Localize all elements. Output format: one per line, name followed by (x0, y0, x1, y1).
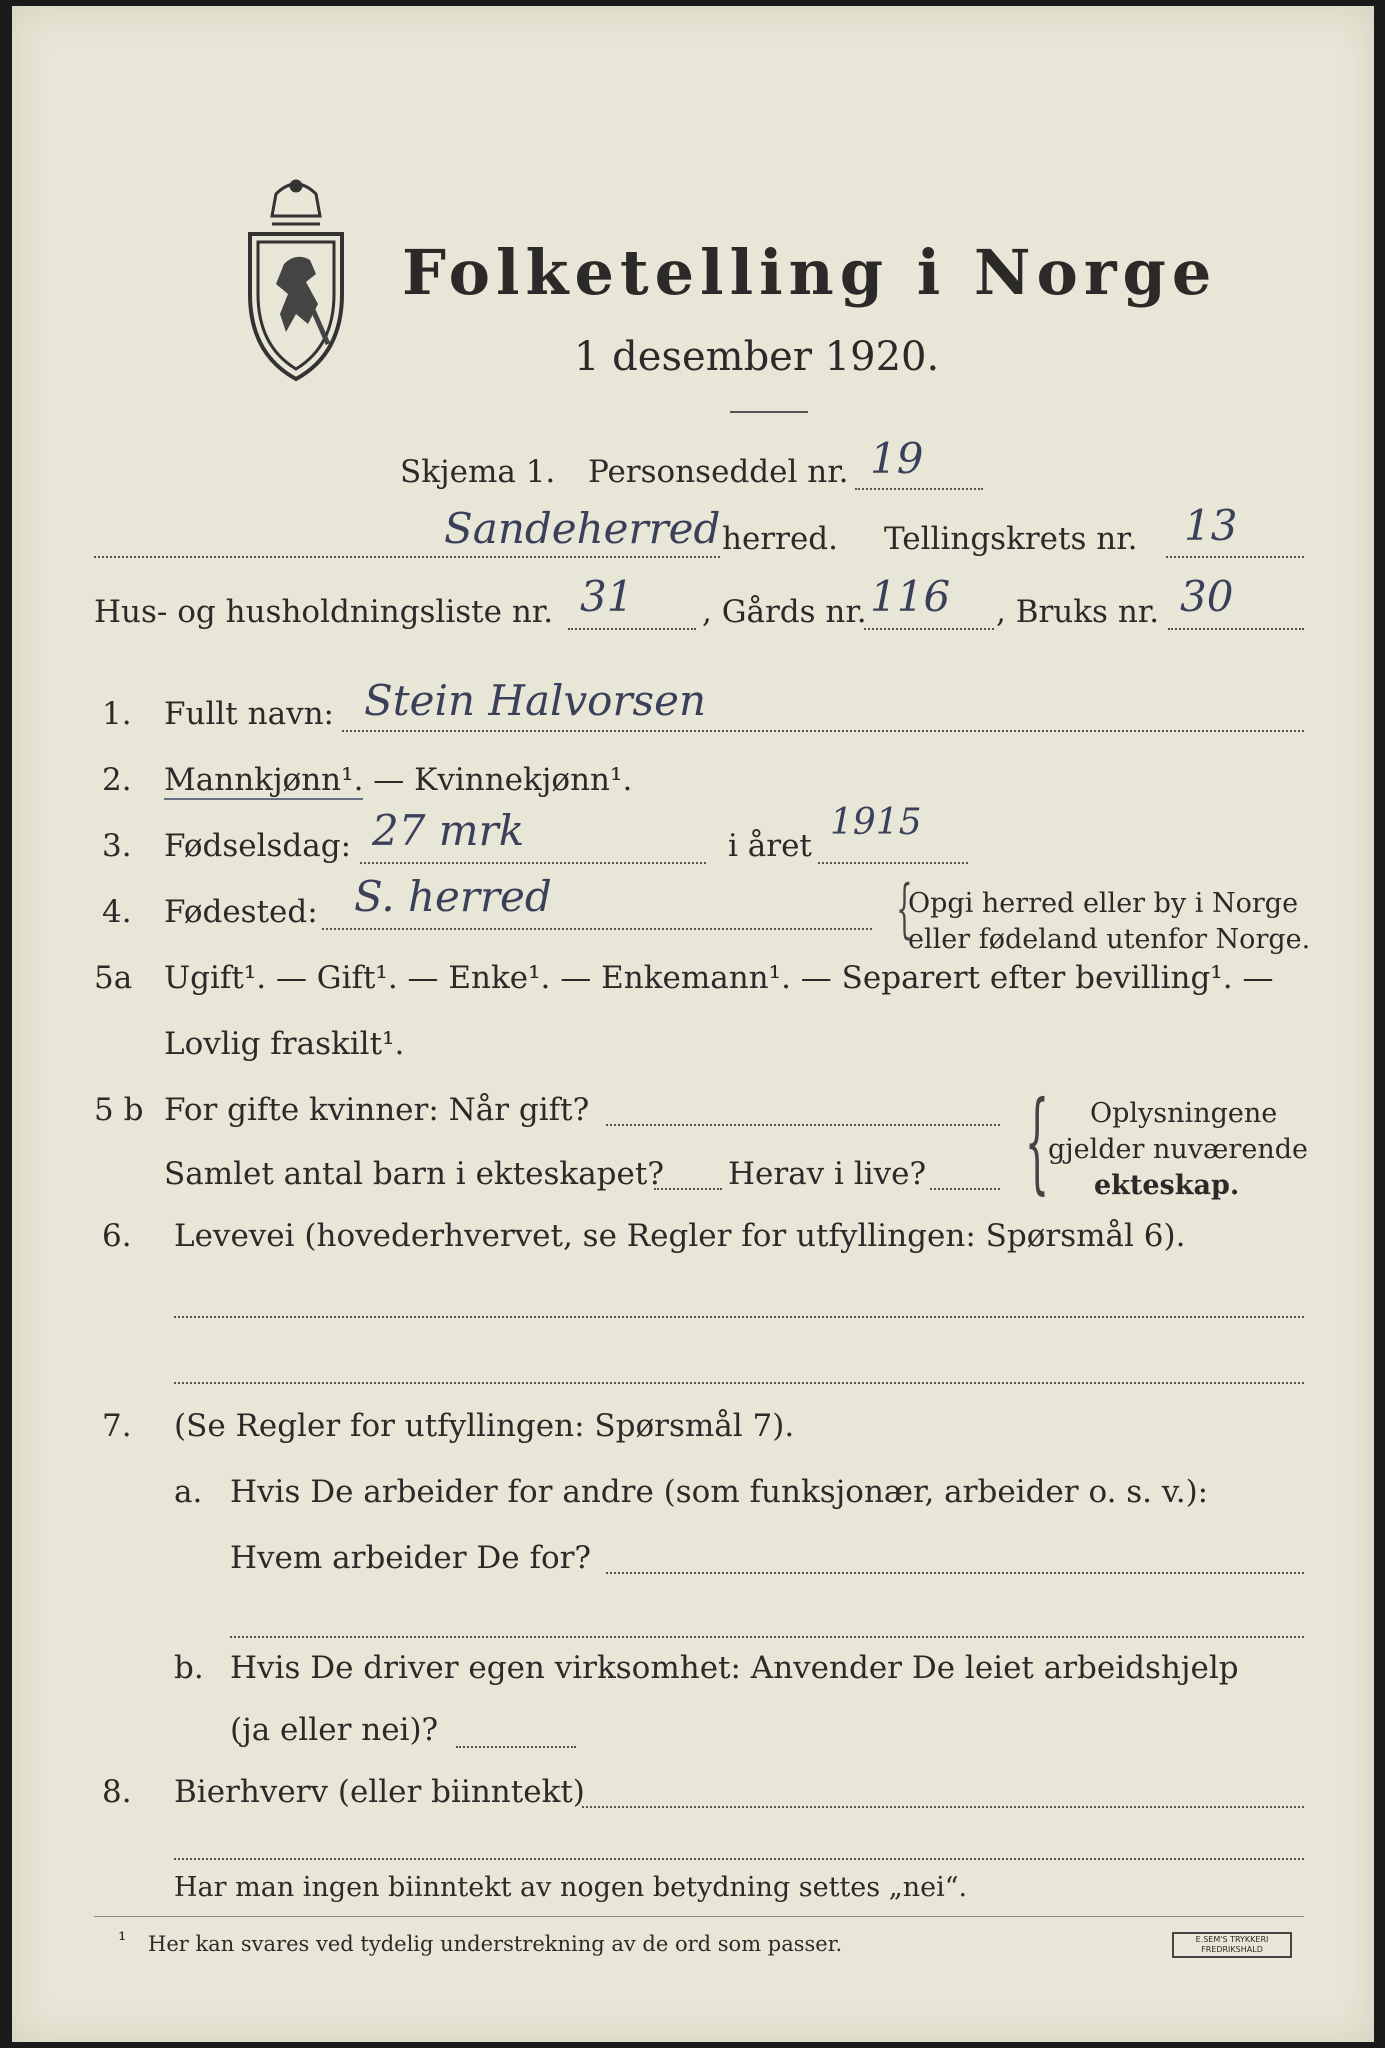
tellingskrets-value[interactable]: 13 (1184, 501, 1238, 550)
q5b-note-3: ekteskap. (1094, 1170, 1240, 1201)
q8-label: Bierhverv (eller biinntekt) (174, 1774, 585, 1810)
q2-dash: — (363, 762, 415, 798)
personseddel-line (855, 488, 983, 490)
hus-label: Hus- og husholdningsliste nr. (94, 594, 554, 630)
tellingskrets-line (1166, 556, 1304, 558)
q2-options (164, 762, 632, 798)
q7-label: (Se Regler for utfyllingen: Spørsmål 7). (174, 1408, 795, 1444)
q1-value[interactable]: Stein Halvorsen (364, 676, 706, 725)
q5b-number: 5 b (94, 1092, 144, 1128)
q8-note: Har man ingen biinntekt av nogen betydning settes „nei“. (174, 1872, 968, 1903)
personseddel-label: Personseddel nr. (588, 454, 849, 490)
q5a-line-1: Ugift¹. — Gift¹. — Enke¹. — Enkemann¹. — Separert efter bevilling¹. — (164, 960, 1274, 996)
q7b-line-1: Hvis De driver egen virksomhet: Anvender De leiet arbeidshjelp (230, 1650, 1239, 1686)
q5b-note-2: gjelder nuværende (1048, 1134, 1308, 1165)
census-date: 1 desember 1920. (574, 334, 940, 380)
q2-number: 2. (102, 762, 132, 798)
tellingskrets-label: Tellingskrets nr. (884, 521, 1138, 557)
q7b-number: b. (174, 1650, 204, 1686)
q5b-line-1: For gifte kvinner: Når gift? (164, 1092, 590, 1128)
gards-line (864, 628, 994, 630)
q5a-number: 5a (94, 960, 133, 996)
q7a-line-2: Hvem arbeider De for? (230, 1540, 592, 1576)
schema-label: Skjema 1. (400, 454, 556, 490)
q8-line-1 (582, 1806, 1304, 1808)
q3-label: Fødselsdag: (164, 828, 352, 864)
q6-line-1 (174, 1316, 1304, 1318)
herred-value[interactable]: Sandeherred (444, 504, 721, 553)
q1-number: 1. (102, 696, 132, 732)
bruks-value[interactable]: 30 (1180, 572, 1234, 621)
q2-male-option[interactable]: Mannkjønn¹. (164, 762, 364, 798)
q3-value[interactable]: 27 mrk (372, 806, 525, 855)
q4-number: 4. (102, 894, 132, 930)
footnote-marker: ¹ (118, 1928, 127, 1952)
footnote-rule (94, 1916, 1304, 1917)
gards-label: , Gårds nr. (702, 594, 867, 630)
bruks-line (1168, 628, 1304, 630)
q3-date-line (360, 862, 706, 864)
q5b-brace: { (1024, 1077, 1050, 1205)
q2-female-option[interactable]: Kvinnekjønn¹. (414, 762, 633, 798)
q6-line-2 (174, 1382, 1304, 1384)
gards-value[interactable]: 116 (870, 572, 951, 621)
q7-number: 7. (102, 1408, 132, 1444)
q4-brace: { (896, 872, 913, 946)
q7a-line-1: Hvis De arbeider for andre (som funksjonær, arbeider o. s. v.): (230, 1474, 1209, 1510)
q4-line (322, 928, 872, 930)
q8-line-2 (174, 1858, 1304, 1860)
bruks-label: , Bruks nr. (996, 594, 1160, 630)
q5b-married-line (606, 1124, 1000, 1126)
q7a-number: a. (174, 1474, 203, 1510)
footnote-text: Her kan svares ved tydelig understrekning av de ord som passer. (148, 1932, 843, 1956)
q7b-field (456, 1746, 576, 1748)
q5b-children-line (654, 1188, 722, 1190)
q3-year-label: i året (728, 828, 812, 864)
hus-value[interactable]: 31 (580, 572, 634, 621)
q3-year-value[interactable]: 1915 (830, 802, 922, 843)
q4-note-1: Opgi herred eller by i Norge (908, 888, 1299, 919)
q3-number: 3. (102, 828, 132, 864)
q5b-note-1: Oplysningene (1090, 1098, 1278, 1129)
q7a-line-2-field (230, 1636, 1304, 1638)
personseddel-value[interactable]: 19 (870, 434, 924, 483)
q8-number: 8. (102, 1774, 132, 1810)
title-divider (730, 411, 808, 413)
q6-number: 6. (102, 1218, 132, 1254)
form-title: Folketelling i Norge (402, 236, 1218, 309)
q7b-line-2: (ja eller nei)? (230, 1712, 439, 1748)
q6-label: Levevei (hovederhvervet, se Regler for utfyllingen: Spørsmål 6). (174, 1218, 1186, 1254)
q3-year-line (818, 862, 968, 864)
printer-stamp-line-1: E.SEM'S TRYKKERI (1195, 1935, 1269, 1944)
q5a-line-2: Lovlig fraskilt¹. (164, 1026, 405, 1062)
census-form (12, 6, 1374, 2042)
q4-note-2: eller fødeland utenfor Norge. (908, 924, 1311, 955)
q5b-alive-label: Herav i live? (728, 1156, 927, 1192)
printer-stamp-line-2: FREDRIKSHALD (1201, 1945, 1263, 1954)
q5b-children-label: Samlet antal barn i ekteskapet? (164, 1156, 664, 1192)
q4-value[interactable]: S. herred (354, 872, 552, 921)
q7a-line-1-field (606, 1572, 1304, 1574)
q1-line (342, 730, 1304, 732)
q1-label: Fullt navn: (164, 696, 334, 732)
coat-of-arms-icon (236, 174, 356, 384)
q5b-alive-line (930, 1188, 1000, 1190)
herred-label: herred. (722, 521, 838, 557)
q4-label: Fødested: (164, 894, 318, 930)
herred-line (94, 556, 720, 558)
hus-line (568, 628, 696, 630)
printer-stamp (1172, 1932, 1292, 1958)
